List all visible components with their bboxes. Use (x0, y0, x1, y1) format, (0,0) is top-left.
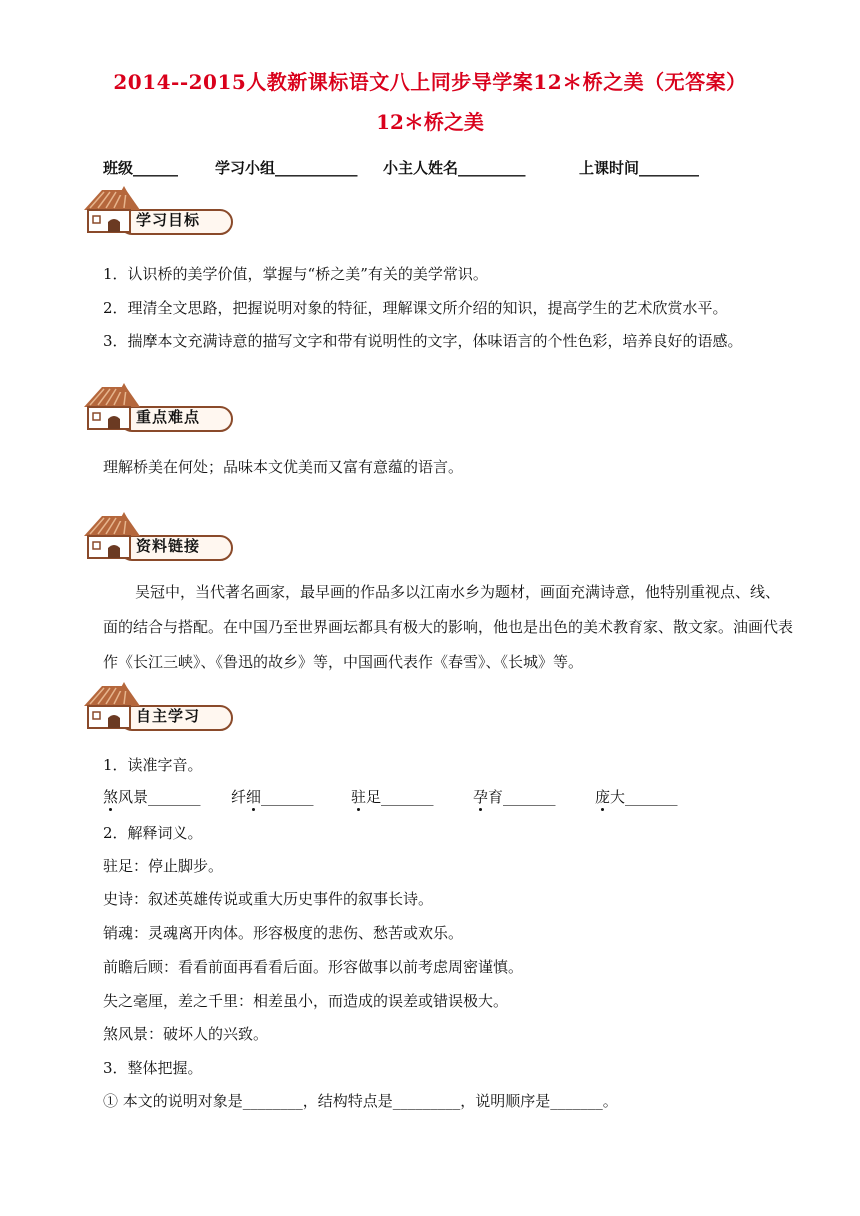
pron-pre: 纤 (231, 788, 247, 806)
section-label-self-study: 自主学习 (136, 707, 201, 725)
definition-6: 煞风景：破坏人的兴致。 (103, 1025, 269, 1043)
main-title: 2014--2015人教新课标语文八上同步导学案12＊桥之美（无答案） (113, 70, 747, 94)
section-label-resources: 资料链接 (136, 537, 201, 555)
pronunciation-item-3 (351, 786, 434, 807)
key-points-text: 理解桥美在何处；品味本文优美而又富有意蕴的语言。 (103, 458, 464, 476)
dotted-char: 煞 (103, 788, 119, 806)
section-header-self-study (80, 682, 240, 734)
pron-rest: 风景_______ (118, 788, 201, 806)
pronunciation-item-5 (595, 786, 678, 807)
pronunciation-item-1 (103, 786, 201, 807)
dotted-char: 庞 (595, 788, 611, 806)
section-label-key-points: 重点难点 (136, 408, 201, 426)
dotted-char: 孕 (473, 788, 489, 806)
resources-text: 吴冠中，当代著名画家，最早画的作品多以江南水乡为题材，画面充满诗意，他特别重视点、线、面的结合与搭配。在中国乃至世界画坛都具有极大的影响，他也是出色的美术教育家、散文家。油画代表作《长江三峡》、《鲁迅的故乡》等，中国画代表作《春雪》、《长城》等。 (103, 583, 794, 671)
question-3-title: 3．整体把握。 (103, 1059, 203, 1077)
dotted-char: 细 (246, 788, 262, 806)
section-header-resources (80, 512, 240, 564)
host-name-field: 小主人姓名_________ (383, 159, 526, 177)
goal-item-1: 1．认识桥的美学价值，掌握与“桥之美”有关的美学常识。 (103, 265, 488, 283)
dotted-char: 驻 (351, 788, 367, 806)
definition-5: 失之毫厘，差之千里：相差虽小，而造成的误差或错误极大。 (103, 992, 509, 1010)
pron-blank: _______ (261, 788, 314, 806)
goal-item-2: 2．理清全文思路，把握说明对象的特征，理解课文所介绍的知识，提高学生的艺术欣赏水平。 (103, 299, 728, 317)
sub-title: 12＊桥之美 (376, 110, 484, 134)
pronunciation-item-2 (231, 786, 314, 807)
pronunciation-item-4 (473, 786, 556, 807)
section-header-key-points (80, 383, 240, 435)
section-header-goals (80, 186, 240, 238)
question-2-title: 2．解释词义。 (103, 824, 203, 842)
definition-3: 销魂：灵魂离开肉体。形容极度的悲伤、愁苦或欢乐。 (103, 924, 464, 942)
class-time-field: 上课时间________ (579, 159, 700, 177)
goal-item-3: 3．揣摩本文充满诗意的描写文字和带有说明性的文字，体味语言的个性色彩，培养良好的语感。 (103, 332, 743, 350)
pron-rest: 足_______ (366, 788, 434, 806)
section-label-goals: 学习目标 (136, 211, 201, 229)
question-3-1: ① 本文的说明对象是________，结构特点是_________，说明顺序是_______。 (103, 1092, 618, 1110)
class-field: 班级______ (103, 159, 179, 177)
definition-4: 前瞻后顾：看看前面再看看后面。形容做事以前考虑周密谨慎。 (103, 958, 524, 976)
pron-rest: 大_______ (610, 788, 678, 806)
resources-paragraph (103, 575, 793, 680)
question-1-title: 1．读准字音。 (103, 756, 203, 774)
definition-1: 驻足：停止脚步。 (103, 857, 224, 875)
definition-2: 史诗：叙述英雄传说或重大历史事件的叙事长诗。 (103, 890, 434, 908)
pron-rest: 育_______ (488, 788, 556, 806)
group-field: 学习小组___________ (215, 159, 358, 177)
